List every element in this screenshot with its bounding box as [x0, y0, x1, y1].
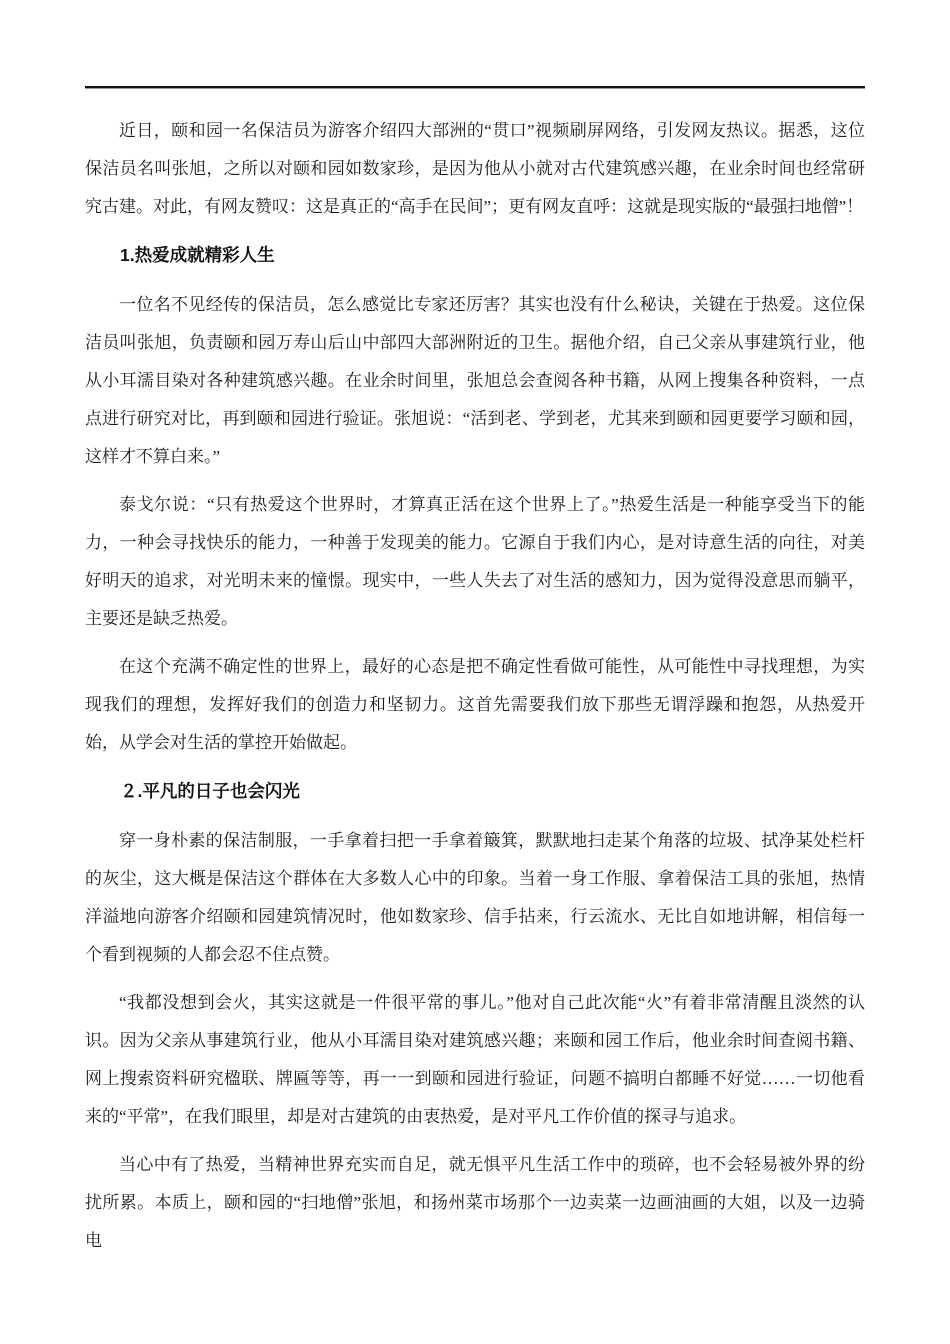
- paragraph-section2-a: 穿一身朴素的保洁制服，一手拿着扫把一手拿着簸箕，默默地扫走某个角落的垃圾、拭净某处栏杆的灰尘，这大概是保洁这个群体在大多数人心中的印象。当着一身工作服、拿着保洁工具的张旭，热情洋溢地向游客介绍颐和园建筑情况时，他如数家珍、信手拈来，行云流水、无比自如地讲解，相信每一个看到视频的人都会忍不住点赞。: [85, 831, 865, 964]
- paragraph-intro: 近日，颐和园一名保洁员为游客介绍四大部洲的“贯口”视频刷屏网络，引发网友热议。据悉，这位保洁员名叫张旭，之所以对颐和园如数家珍，是因为他从小就对古代建筑感兴趣，在业余时间也经常研究古建。对此，有网友赞叹：这是真正的“高手在民间”；更有网友直呼：这就是现实版的“最强扫地僧”！: [85, 121, 865, 216]
- paragraph-section2-b: “我都没想到会火，其实这就是一件很平常的事儿。”他对自己此次能“火”有着非常清醒且淡然的认识。因为父亲从事建筑行业，他从小耳濡目染对建筑感兴趣；来颐和园工作后，他业余时间查阅书籍、网上搜索资料研究楹联、牌匾等等，再一一到颐和园进行验证，问题不搞明白都睡不好觉……一切他看来的“平常”，在我们眼里，却是对古建筑的由衷热爱，是对平凡工作价值的探寻与追求。: [85, 993, 865, 1126]
- document-body: [85, 112, 865, 1260]
- paragraph-section1-b: 泰戈尔说：“只有热爱这个世界时，才算真正活在这个世界上了。”热爱生活是一种能享受当下的能力，一种会寻找快乐的能力，一种善于发现美的能力。它源自于我们内心，是对诗意生活的向往，对美好明天的追求，对光明未来的憧憬。现实中，一些人失去了对生活的感知力，因为觉得没意思而躺平，主要还是缺乏热爱。: [85, 495, 865, 628]
- section-heading-2: ２.平凡的日子也会闪光: [120, 781, 300, 801]
- paragraph-section1-c: 在这个充满不确定性的世界上，最好的心态是把不确定性看做可能性，从可能性中寻找理想，为实现我们的理想，发挥好我们的创造力和坚韧力。这首先需要我们放下那些无谓浮躁和抱怨，从热爱开始，从学会对生活的掌控开始做起。: [85, 657, 865, 752]
- section-heading-1: 1.热爱成就精彩人生: [120, 245, 275, 265]
- paragraph-section1-a: 一位名不见经传的保洁员，怎么感觉比专家还厉害？其实也没有什么秘诀，关键在于热爱。这位保洁员叫张旭，负责颐和园万寿山后山中部四大部洲附近的卫生。据他介绍，自己父亲从事建筑行业，他从小耳濡目染对各种建筑感兴趣。在业余时间里，张旭总会查阅各种书籍，从网上搜集各种资料，一点点进行研究对比，再到颐和园进行验证。张旭说：“活到老、学到老，尤其来到颐和园更要学习颐和园，这样才不算白来。”: [85, 295, 865, 466]
- paragraph-section2-c: 当心中有了热爱，当精神世界充实而自足，就无惧平凡生活工作中的琐碎，也不会轻易被外界的纷扰所累。本质上，颐和园的“扫地僧”张旭，和扬州菜市场那个一边卖菜一边画油画的大姐，以及一边骑电: [85, 1155, 865, 1250]
- header-rule: [85, 86, 865, 89]
